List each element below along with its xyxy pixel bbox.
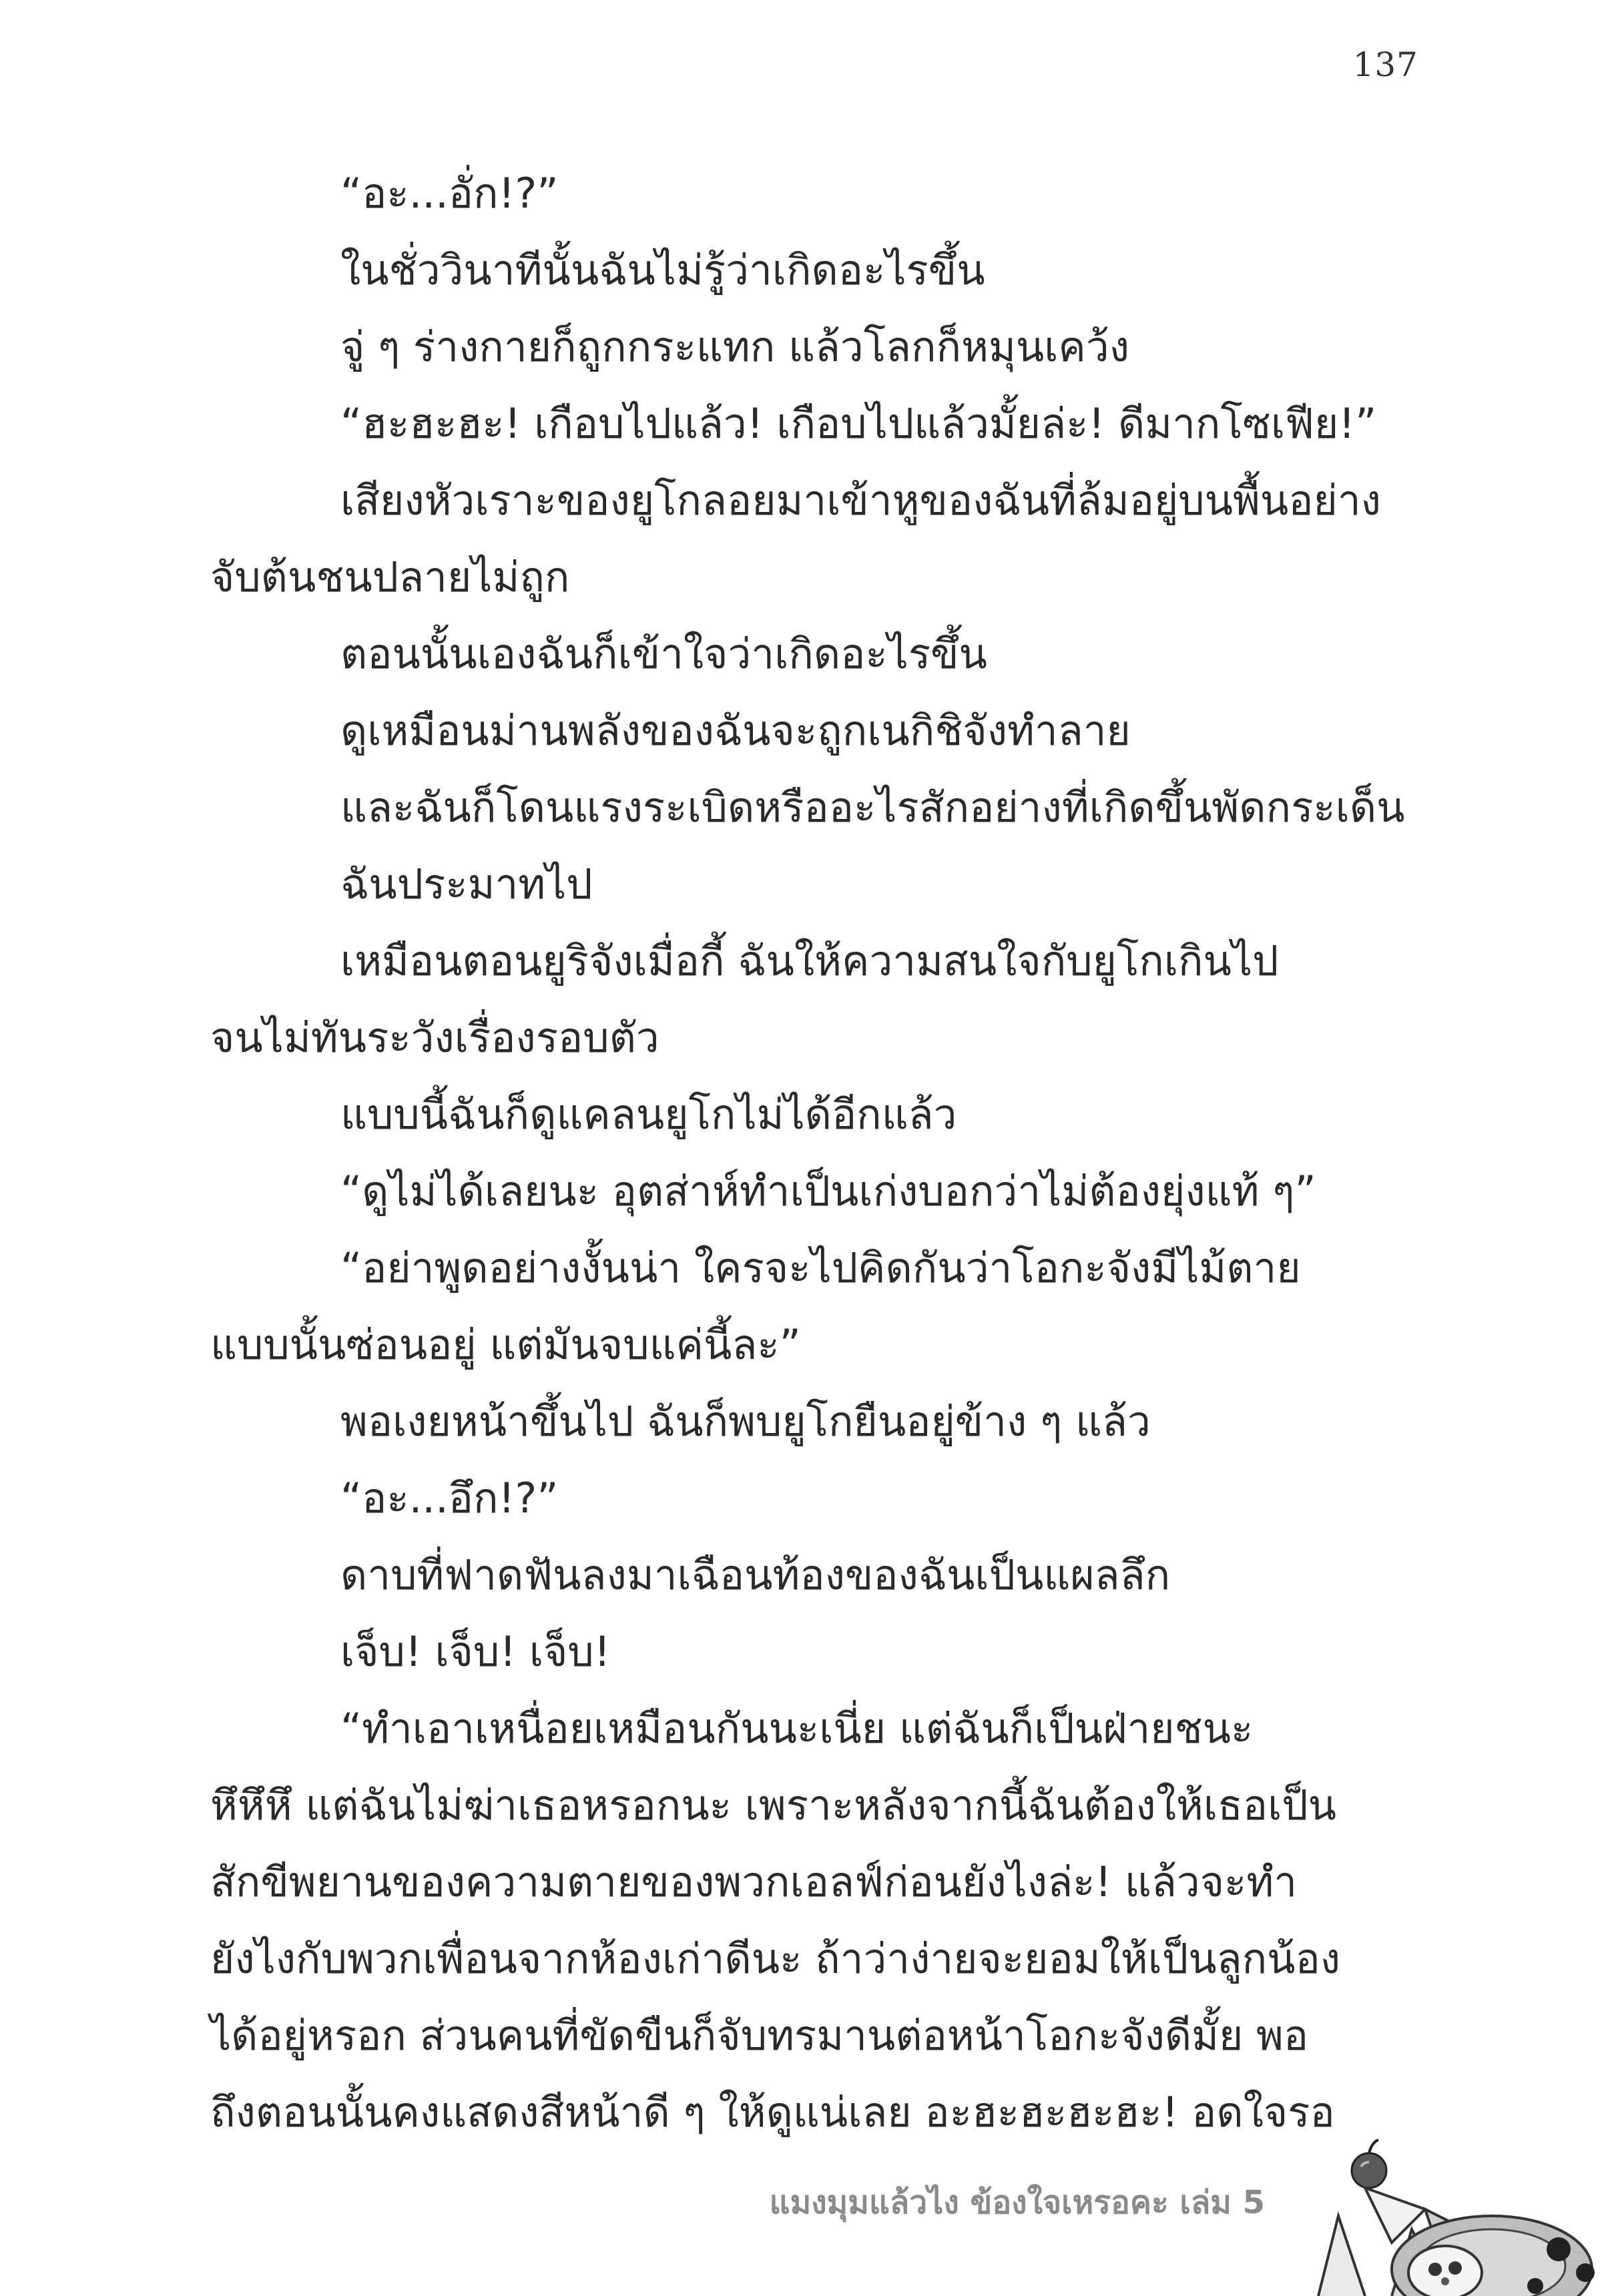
text-line: “ทำเอาเหนื่อยเหมือนกันนะเนี่ย แต่ฉันก็เป็นฝ่ายชนะ: [340, 1704, 1254, 1753]
text-line: เสียงหัวเราะของยูโกลอยมาเข้าหูของฉันที่ล้มอยู่บนพื้นอย่าง: [340, 476, 1381, 525]
text-line: จู่ ๆ ร่างกายก็ถูกกระแทก แล้วโลกก็หมุนเคว้ง: [340, 322, 1129, 371]
text-line: ในชั่ววินาทีนั้นฉันไม่รู้ว่าเกิดอะไรขึ้น: [340, 246, 985, 294]
text-line: ถึงตอนนั้นคงแสดงสีหน้าดี ๆ ให้ดูแน่เลย อะฮะฮะฮะฮะ! อดใจรอ: [210, 2088, 1335, 2136]
page-number: 137: [1352, 45, 1418, 84]
text-line: เจ็บ! เจ็บ! เจ็บ!: [340, 1627, 611, 1676]
text-line: ตอนนั้นเองฉันก็เข้าใจว่าเกิดอะไรขึ้น: [340, 629, 987, 678]
text-line: ยังไงกับพวกเพื่อนจากห้องเก่าดีนะ ถ้าว่าง่ายจะยอมให้เป็นลูกน้อง: [210, 1934, 1341, 1983]
text-line: แบบนั้นซ่อนอยู่ แต่มันจบแค่นี้ละ”: [210, 1320, 801, 1369]
text-line: ฉันประมาทไป: [340, 860, 593, 908]
body-text: [210, 155, 1412, 2150]
text-line: และฉันก็โดนแรงระเบิดหรืออะไรสักอย่างที่เกิดขึ้นพัดกระเด็น: [340, 783, 1405, 832]
text-line: ได้อยู่หรอก ส่วนคนที่ขัดขืนก็จับทรมานต่อหน้าโอกะจังดีมั้ย พอ: [210, 2011, 1309, 2060]
text-line: ดูเหมือนม่านพลังของฉันจะถูกเนกิชิจังทำลาย: [340, 706, 1131, 755]
running-footer-title: แมงมุมแล้วไง ข้องใจเหรอคะ เล่ม 5: [769, 2184, 1265, 2221]
text-line: เหมือนตอนยูริจังเมื่อกี้ ฉันให้ความสนใจกับยูโกเกินไป: [340, 936, 1279, 985]
text-line: “อย่าพูดอย่างงั้นน่า ใครจะไปคิดกันว่าโอกะจังมีไม้ตาย: [340, 1243, 1301, 1292]
text-line: สักขีพยานของความตายของพวกเอลฟ์ก่อนยังไงล่ะ! แล้วจะทำ: [210, 1857, 1298, 1906]
text-line: “อะ...อั่ก!?”: [340, 169, 559, 218]
text-line: ดาบที่ฟาดฟันลงมาเฉือนท้องของฉันเป็นแผลลึก: [340, 1550, 1171, 1599]
text-line: หึหึหึ แต่ฉันไม่ฆ่าเธอหรอกนะ เพราะหลังจากนี้ฉันต้องให้เธอเป็น: [210, 1781, 1337, 1829]
text-line: จนไม่ทันระวังเรื่องรอบตัว: [210, 1013, 659, 1062]
text-line: พอเงยหน้าขึ้นไป ฉันก็พบยูโกยืนอยู่ข้าง ๆ แล้ว: [340, 1397, 1151, 1446]
text-line: “อะ...อึก!?”: [340, 1474, 559, 1522]
text-line: แบบนี้ฉันก็ดูแคลนยูโกไม่ได้อีกแล้ว: [340, 1090, 957, 1139]
spider-mascot-illustration: [1292, 2129, 1612, 2296]
text-line: จับต้นชนปลายไม่ถูก: [210, 553, 570, 601]
text-line: “ฮะฮะฮะ! เกือบไปแล้ว! เกือบไปแล้วมั้ยล่ะ! ดีมากโซเฟีย!”: [340, 399, 1377, 448]
text-line: “ดูไม่ได้เลยนะ อุตส่าห์ทำเป็นเก่งบอกว่าไม่ต้องยุ่งแท้ ๆ”: [340, 1167, 1316, 1215]
